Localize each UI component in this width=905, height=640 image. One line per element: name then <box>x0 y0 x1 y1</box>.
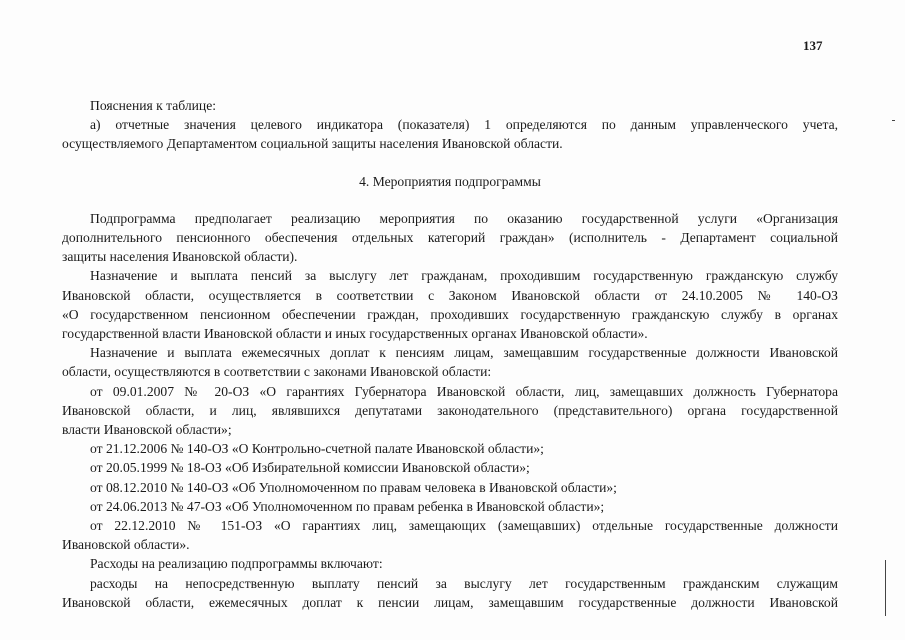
law-item-line: от 20.05.1999 № 18-ОЗ «Об Избирательной комиссии Ивановской области»; <box>90 460 530 476</box>
law-item-line: от 08.12.2010 № 140-ОЗ «Об Уполномоченном по правам человека в Ивановской области»; <box>90 479 617 495</box>
paragraph-line: Назначение и выплата ежемесячных доплат к пенсиям лицам, замещавшим государственные должности Ивановской <box>90 345 838 361</box>
paragraph-line: Ивановской области, осуществляется в соответствии с Законом Ивановской области от 24.10.2005 № 140-ОЗ <box>62 287 838 303</box>
law-item-line: от 21.12.2006 № 140-ОЗ «О Контрольно-счетной палате Ивановской области»; <box>90 441 544 457</box>
paragraph-line: Подпрограмма предполагает реализацию мероприятия по оказанию государственной услуги «Организация <box>90 210 838 226</box>
section-heading: 4. Мероприятия подпрограммы <box>359 173 541 189</box>
law-item-line: власти Ивановской области»; <box>62 422 232 438</box>
paragraph-line: Ивановской области, ежемесячных доплат к пенсии лицам, замещавшим государственные должности Ивановской <box>62 594 838 610</box>
scan-margin-mark <box>885 560 886 616</box>
law-item-line: Ивановской области, и лиц, являвшихся депутатами законодательного (представительного) органа государственной <box>62 402 838 418</box>
law-item-line: от 22.12.2010 № 151-ОЗ «О гарантиях лиц, замещающих (замещавших) отдельные государственные должности <box>90 518 838 534</box>
paragraph-line: области, осуществляются в соответствии с законами Ивановской области: <box>62 364 492 380</box>
notes-title: Пояснения к таблице: <box>90 98 217 113</box>
law-item-line: Ивановской области». <box>62 537 190 553</box>
paragraph-line: «О государственном пенсионном обеспечении граждан, проходивших государственную гражданскую службу в органах <box>62 306 838 322</box>
paragraph-line: защиты населения Ивановской области). <box>62 249 298 265</box>
page-number: 137 <box>803 38 823 53</box>
paragraph-line: расходы на непосредственную выплату пенсий за выслугу лет государственным гражданским служащим <box>90 575 838 591</box>
paragraph-line: Назначение и выплата пенсий за выслугу лет гражданам, проходившим государственную гражданскую службу <box>90 268 838 284</box>
law-item-line: от 24.06.2013 № 47-ОЗ «Об Уполномоченном по правам ребенка в Ивановской области»; <box>90 498 605 514</box>
note-item-a-line: осуществляемого Департаментом социальной защиты населения Ивановской области. <box>62 136 563 152</box>
paragraph-line: государственной власти Ивановской области и иных государственных органах Ивановской области». <box>62 326 648 342</box>
law-item-line: от 09.01.2007 № 20-ОЗ «О гарантиях Губернатора Ивановской области, лиц, замещавших должность Губернатора <box>90 383 838 399</box>
scan-margin-mark <box>892 120 895 121</box>
paragraph-line: дополнительного пенсионного обеспечения отдельных категорий граждан» (исполнитель - Департамент социальной <box>62 230 838 246</box>
paragraph-line: Расходы на реализацию подпрограммы включают: <box>90 556 383 572</box>
document-body <box>62 96 838 612</box>
note-item-a-line: а) отчетные значения целевого индикатора (показателя) 1 определяются по данным управленческого учета, <box>90 117 838 133</box>
